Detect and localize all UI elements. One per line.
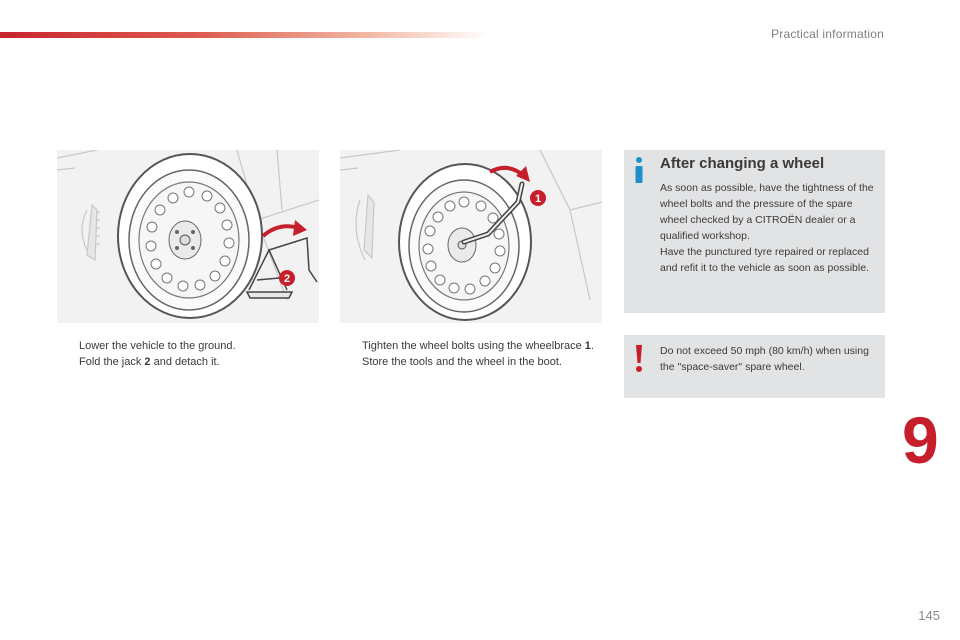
list-item-text: . (590, 340, 594, 352)
info-box-title: After changing a wheel (660, 155, 825, 172)
list-item-text: Lower the vehicle to the ground. (79, 340, 236, 352)
warning-text: Do not exceed 50 mph (80 km/h) when using the "space-saver" spare wheel. (660, 345, 869, 373)
list-item (340, 338, 602, 354)
illustration-jack-wheel (57, 150, 319, 323)
reference-number: 2 (144, 356, 151, 368)
instructions-left (57, 338, 312, 370)
list-item-text: and detach it. (150, 356, 220, 368)
list-item (57, 354, 312, 370)
instructions-middle (340, 338, 602, 370)
reference-number: 1 (584, 340, 591, 352)
callout-2: 2 (283, 273, 291, 285)
warning-box (624, 335, 885, 398)
info-box-body (660, 180, 874, 276)
chapter-number: 9 (902, 403, 939, 477)
info-paragraph: Have the punctured tyre repaired or replaced and refit it to the vehicle as soon as possible. (660, 246, 869, 274)
warning-icon (630, 343, 648, 373)
illustration-wheelbrace (340, 150, 602, 323)
info-box (624, 150, 885, 313)
list-item (340, 354, 602, 370)
list-item (57, 338, 312, 354)
list-item-text: Fold the jack (79, 356, 145, 368)
header-accent-bar (0, 32, 490, 38)
info-paragraph: As soon as possible, have the tightness of the wheel bolts and the pressure of the spare wheel checked by a CITROËN dealer or a qualified workshop. (660, 182, 874, 242)
info-icon (630, 156, 648, 184)
page-number: 145 (918, 608, 940, 623)
list-item-text: Store the tools and the wheel in the boot. (362, 356, 562, 368)
section-title: Practical information (771, 27, 884, 41)
list-item-text: Tighten the wheel bolts using the wheelbrace (362, 340, 585, 352)
callout-1: 1 (534, 193, 542, 205)
